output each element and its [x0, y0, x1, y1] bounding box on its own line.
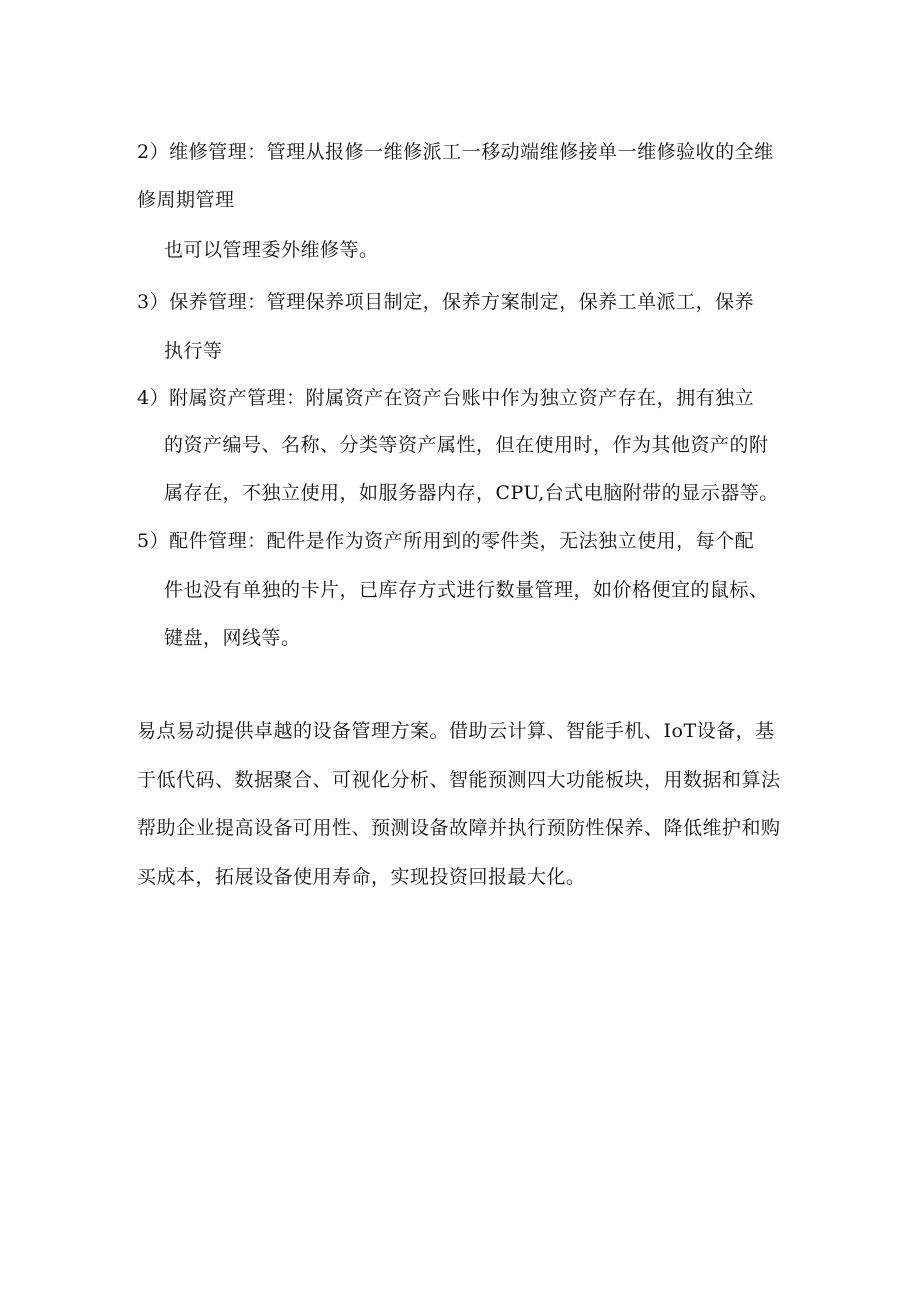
- item-5-line-3: 键盘，网线等。: [164, 627, 301, 649]
- item-2-line-2: 修周期管理: [137, 189, 235, 211]
- item-4-line-3: 属存在，不独立使用，如服务器内存，CPU,台式电脑附带的显示器等。: [164, 482, 779, 504]
- item-2-line-1: 2）维修管理：管理从报修一维修派工一移动端维修接单一维修验收的全维: [137, 141, 774, 163]
- summary-line-2: 于低代码、数据聚合、可视化分析、智能预测四大功能板块，用数据和算法: [137, 769, 781, 791]
- item-4-line-2: 的资产编号、名称、分类等资产属性，但在使用时，作为其他资产的附: [164, 434, 769, 456]
- item-5-line-2: 件也没有单独的卡片，已库存方式进行数量管理，如价格便宜的鼠标、: [164, 579, 769, 601]
- summary-line-3: 帮助企业提高设备可用性、预测设备故障并执行预防性保养、降低维护和购: [137, 817, 781, 839]
- item-2-line-3: 也可以管理委外维修等。: [164, 239, 379, 261]
- item-4-line-1: 4）附属资产管理：附属资产在资产台账中作为独立资产存在，拥有独立: [137, 387, 755, 409]
- summary-line-4: 买成本，拓展设备使用寿命，实现投资回报最大化。: [137, 866, 586, 888]
- item-3-line-1: 3）保养管理：管理保养项目制定，保养方案制定，保养工单派工，保养: [137, 291, 755, 313]
- summary-line-1: 易点易动提供卓越的设备管理方案。借助云计算、智能手机、IoT设备，基: [137, 720, 775, 742]
- item-3-line-2: 执行等: [164, 340, 223, 362]
- item-5-line-1: 5）配件管理：配件是作为资产所用到的零件类，无法独立使用，每个配: [137, 530, 755, 552]
